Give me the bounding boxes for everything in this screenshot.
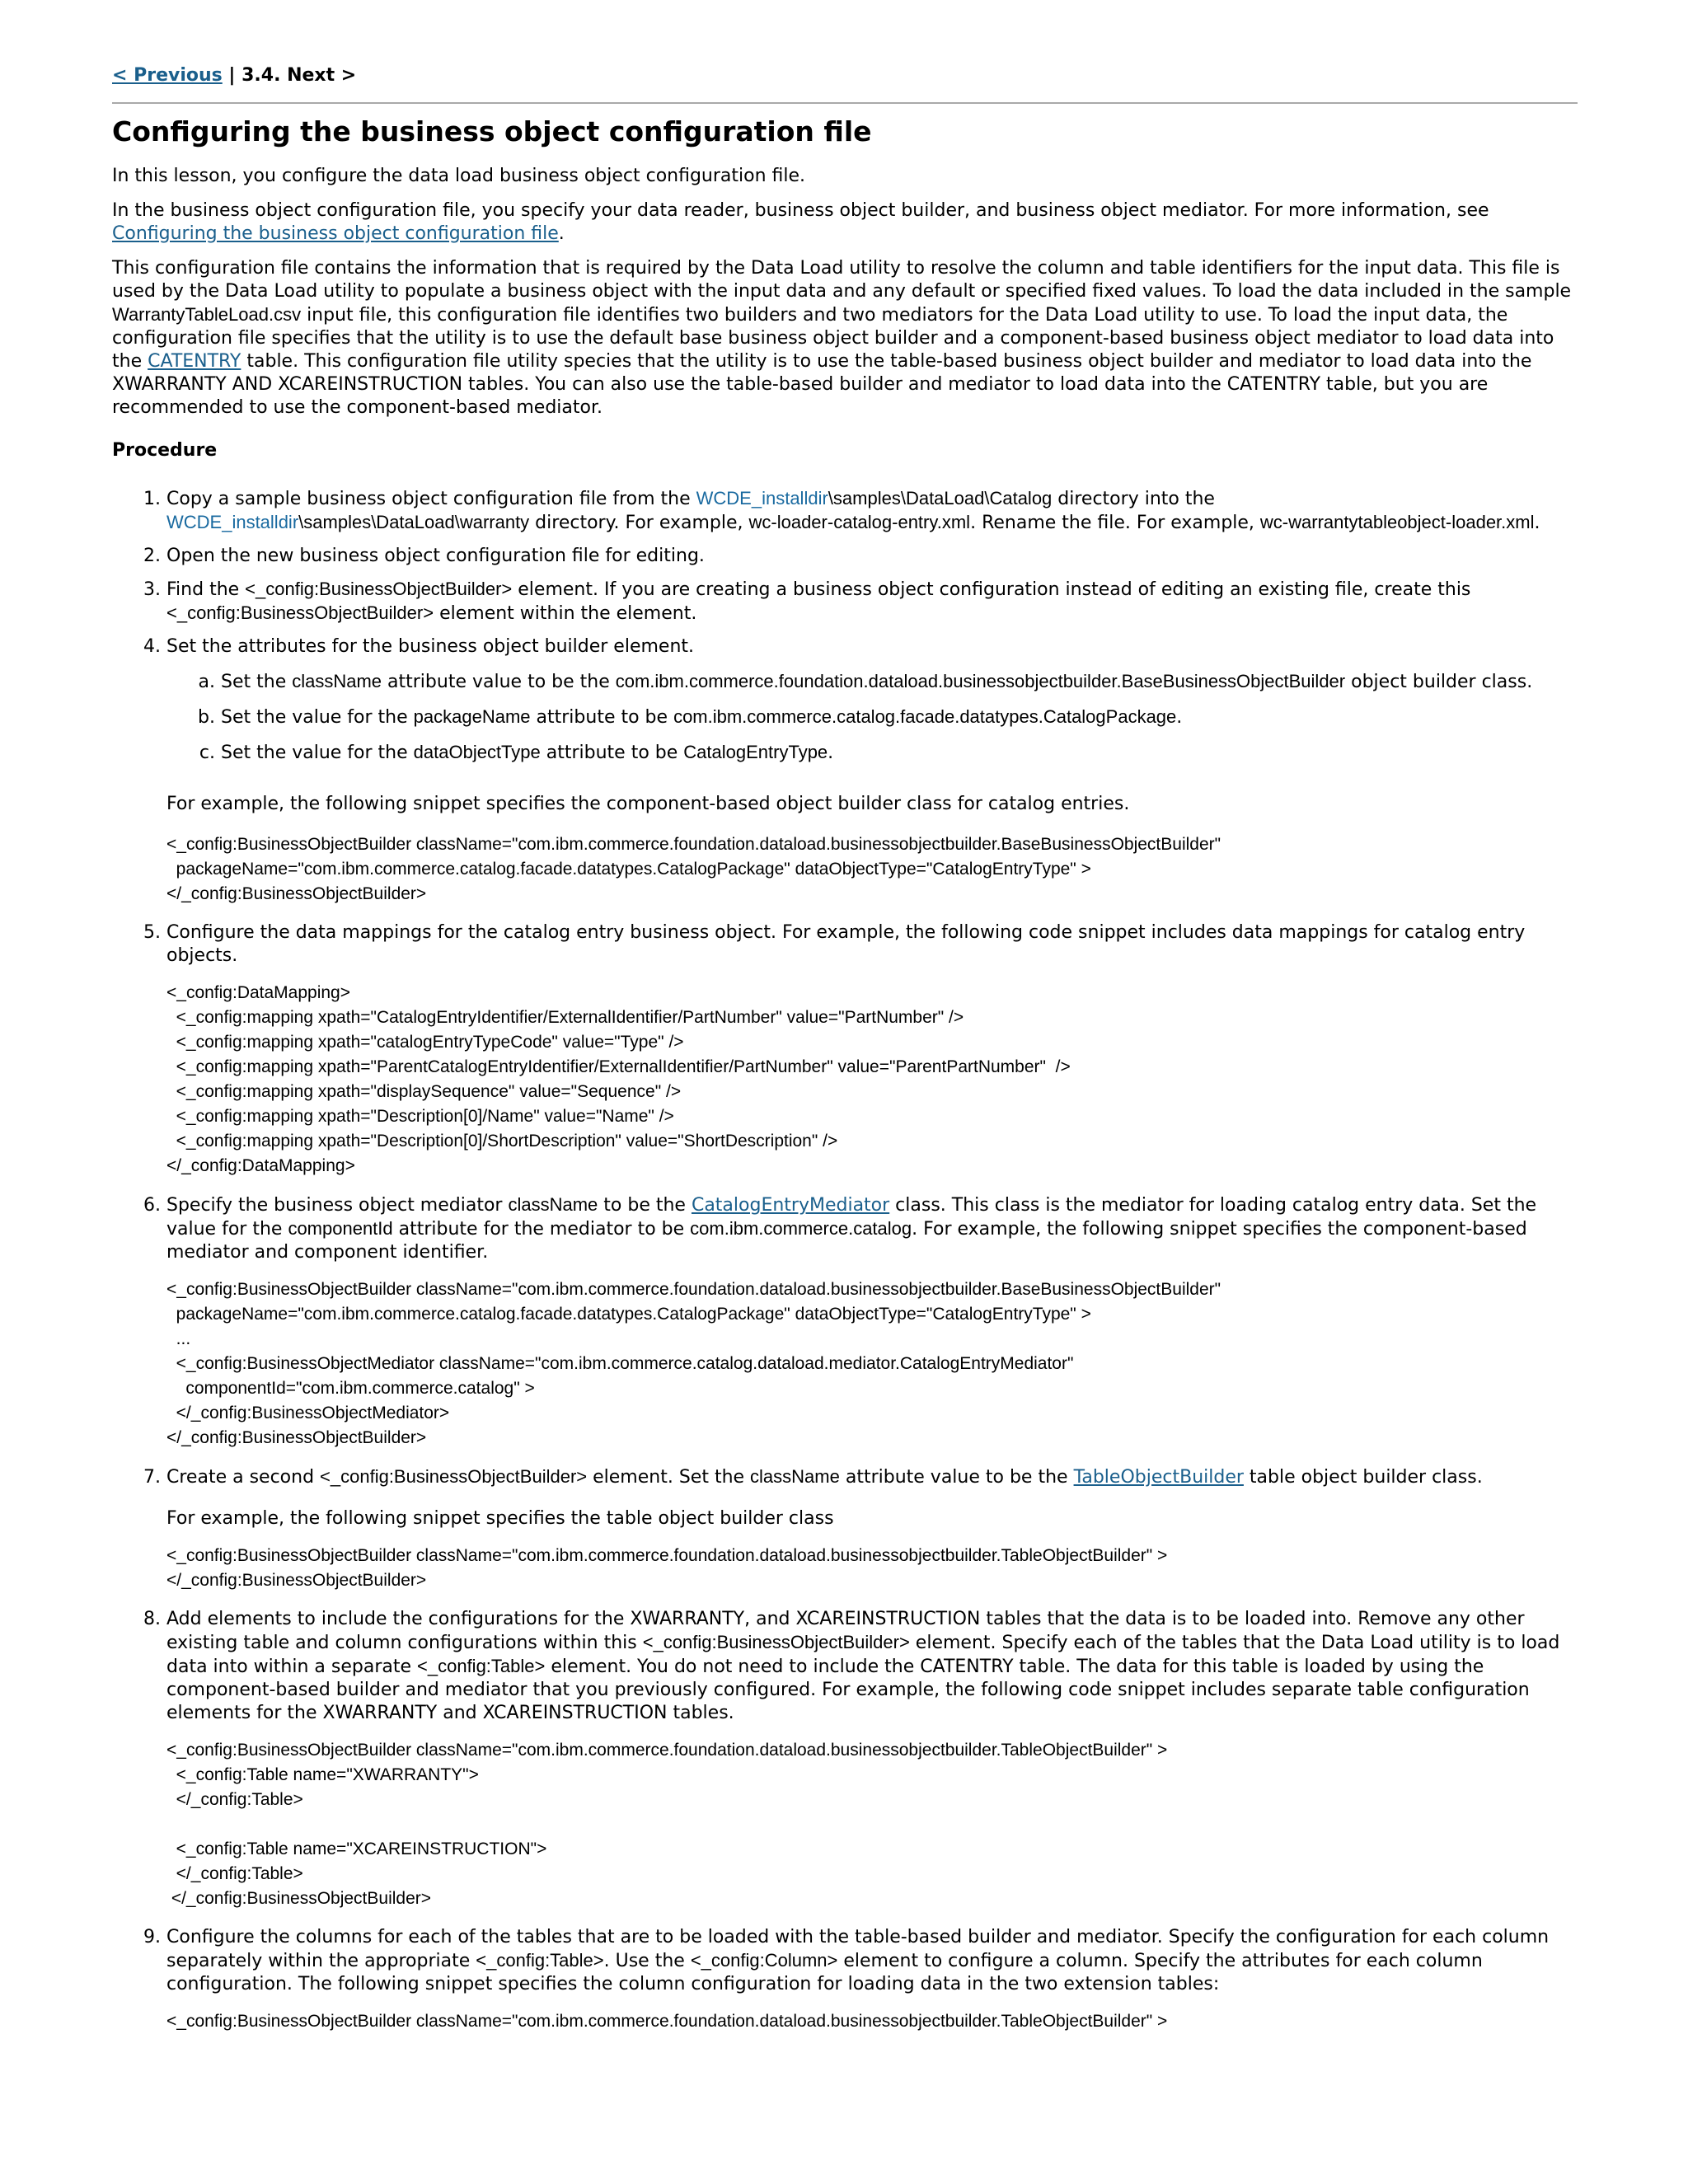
substep-text: attribute to be	[540, 743, 684, 763]
element-name: <_config:Column>	[690, 1950, 838, 1971]
attribute-value: com.ibm.commerce.catalog.facade.datatypes.CatalogPackage	[673, 706, 1177, 727]
step-6-text: Specify the business object mediator	[166, 1195, 509, 1216]
procedure-heading: Procedure	[112, 440, 218, 461]
code-snippet: <_config:BusinessObjectBuilder className="com.ibm.commerce.foundation.dataload.businessobjectbuilder.BaseBusinessObjectBuilder" packageName="com.ibm.commerce.catalog.facade.datatypes.CatalogPackage" dataObjectType="CatalogEntryType" > </_config:BusinessObjectBuilder>	[166, 835, 1221, 903]
attribute-name: className	[750, 1466, 840, 1487]
description-text-a: This configuration file contains the information that is required by the Data Load utility to resolve the column and table identifiers for the input data. This file is used by the Data Load utility to populate a business object with the input data and any default or specified fixed values. To load the data included in the sample	[112, 258, 1572, 302]
substep-text: attribute to be	[530, 707, 674, 728]
step-7-note: For example, the following snippet specifies the table object builder class	[166, 1508, 834, 1529]
element-name: <_config:BusinessObjectBuilder>	[166, 602, 434, 623]
attribute-value: com.ibm.commerce.foundation.dataload.businessobjectbuilder.BaseBusinessObjectBuilder	[615, 671, 1346, 691]
description-text-c: table. This configuration file utility species that the utility is to use the table-based business object builder and mediator to load data into the XWARRANTY AND XCAREINSTRUCTION tables. You can also use the table-based builder and mediator to load data into the CATENTRY table, but you are recommended to use the component-based mediator.	[112, 351, 1532, 418]
code-snippet: <_config:BusinessObjectBuilder className="com.ibm.commerce.foundation.dataload.businessobjectbuilder.BaseBusinessObjectBuilder" packageName="com.ibm.commerce.catalog.facade.datatypes.CatalogPackage" dataObjectType="CatalogEntryType" > ... <_config:BusinessObjectMediator className="com.ibm.commerce.catalog.dataload.mediator.CatalogEntryMediator" componentId="com.ibm.commerce.catalog" > </_config:BusinessObjectMediator> </_config:BusinessObjectBuilder>	[166, 1280, 1221, 1447]
code-snippet: <_config:BusinessObjectBuilder className="com.ibm.commerce.foundation.dataload.businessobjectbuilder.TableObjectBuilder" >	[166, 2012, 1168, 2031]
attribute-name: className	[292, 671, 382, 691]
step-7-text-b: element. Set the	[587, 1467, 751, 1488]
info-text: In the business object configuration file, you specify your data reader, business object builder, and business object mediator. For more information, see	[112, 200, 1489, 221]
step-3	[166, 578, 1579, 626]
step-9-text-c: element to configure a column. Specify the attributes for each column configuration. The following snippet specifies the column configuration for loading data in the two extension tables:	[166, 1951, 1483, 1994]
attribute-name: dataObjectType	[413, 742, 541, 762]
install-dir-var: WCDE_installdir	[696, 488, 828, 509]
top-navigation	[112, 64, 1579, 87]
step-7-text-c: attribute value to be the	[839, 1467, 1074, 1488]
config-file-link[interactable]: Configuring the business object configuration file	[112, 223, 559, 244]
code-snippet: <_config:DataMapping> <_config:mapping xpath="CatalogEntryIdentifier/ExternalIdentifier/PartNumber" value="PartNumber" /> <_config:mapping xpath="catalogEntryTypeCode" value="Type" /> <_config:mapping xpath="ParentCatalogEntryIdentifier/ExternalIdentifier/PartNumber" value="ParentPartNumber" /> <_config:mapping xpath="displaySequence" value="Sequence" /> <_config:mapping xpath="Description[0]/Name" value="Name" /> <_config:mapping xpath="Description[0]/ShortDescription" value="ShortDescription" /> </_config:DataMapping>	[166, 983, 1071, 1175]
substep-text: attribute value to be the	[382, 672, 616, 692]
info-end: .	[558, 223, 565, 244]
procedure-steps	[112, 487, 1579, 2034]
step-1-text-b: directory into the	[1052, 489, 1215, 509]
step-8	[166, 1608, 1579, 1911]
source-file-name: wc-loader-catalog-entry.xml	[748, 512, 971, 532]
step-5	[166, 921, 1579, 1179]
step-1-text: Copy a sample business object configuration file from the	[166, 489, 696, 509]
document-page	[112, 0, 1579, 2034]
substep-text: .	[1176, 707, 1183, 728]
element-name: <_config:BusinessObjectBuilder>	[642, 1632, 910, 1652]
intro-paragraph: In this lesson, you configure the data load business object configuration file.	[112, 166, 806, 186]
step-3-text-b: element. If you are creating a business object configuration instead of editing an existing file, create this	[512, 579, 1471, 600]
substep-text: .	[828, 743, 834, 763]
substep-text: object builder class.	[1345, 672, 1533, 692]
code-snippet: <_config:BusinessObjectBuilder className="com.ibm.commerce.foundation.dataload.businessobjectbuilder.TableObjectBuilder" > <_config:Table name="XWARRANTY"> </_config:Table> <_config:Table name="XCAREINSTRUCTION"> </_config:Table> </_config:BusinessObjectBuilder>	[166, 1741, 1168, 1908]
step-9	[166, 1926, 1579, 2034]
attribute-value: CatalogEntryType	[683, 742, 828, 762]
step-8-text-b: element. Specify each of the tables that the Data Load utility is to load data into within a separate	[166, 1633, 1560, 1677]
catentry-link[interactable]: CATENTRY	[148, 351, 241, 372]
substep-b	[221, 705, 1579, 729]
substep-c	[221, 741, 1579, 765]
substep-text: Set the	[221, 672, 293, 692]
attribute-name: packageName	[413, 706, 531, 727]
attribute-value: com.ibm.commerce.catalog	[690, 1218, 912, 1239]
step-2: 2. Open the new business object configuration file for editing.	[166, 545, 1579, 568]
substep-text: Set the value for the	[221, 743, 414, 763]
step-6	[166, 1193, 1579, 1451]
catalog-path: \samples\DataLoad\Catalog	[828, 488, 1053, 509]
install-dir-var: WCDE_installdir	[166, 512, 299, 532]
target-file-name: wc-warrantytableobject-loader.xml	[1259, 512, 1535, 532]
substep-a	[221, 670, 1579, 694]
catalog-entry-mediator-link[interactable]: CatalogEntryMediator	[691, 1195, 890, 1216]
attribute-name: className	[508, 1194, 598, 1215]
step-6-text-c: class. This class is the mediator for loading catalog entry data. Set the value for the	[166, 1195, 1537, 1240]
step-3-text-c: element within the element.	[434, 603, 697, 624]
element-name: <_config:Table>	[476, 1950, 604, 1971]
sample-file-name: WarrantyTableLoad.csv	[112, 304, 302, 325]
step-4	[166, 635, 1579, 907]
step-7-text-d: table object builder class.	[1243, 1467, 1483, 1488]
step-6-text-b: to be the	[598, 1195, 692, 1216]
element-name: <_config:BusinessObjectBuilder>	[320, 1466, 588, 1487]
step-9-text: Configure the columns for each of the tables that are to be loaded with the table-based builder and mediator. Specify the configuration for each column separately within the appropriate	[166, 1927, 1550, 1971]
description-text-b: input file, this configuration file identifies two builders and two mediators for the Data Load utility to use. To load the input data, the configuration file specifies that the utility is to use the default base business object builder and a component-based business object mediator to load data into the	[112, 305, 1554, 372]
step-1-text-d: . Rename the file. For example,	[970, 513, 1260, 533]
page-title: Configuring the business object configuration file	[112, 115, 872, 148]
element-name: <_config:BusinessObjectBuilder>	[245, 579, 513, 599]
warranty-path: \samples\DataLoad\warranty	[298, 512, 530, 532]
code-snippet: <_config:BusinessObjectBuilder className="com.ibm.commerce.foundation.dataload.businessobjectbuilder.TableObjectBuilder" > </_config:BusinessObjectBuilder>	[166, 1546, 1168, 1590]
step-1-text-c: directory. For example,	[529, 513, 749, 533]
step-8-text: Add elements to include the configurations for the XWARRANTY, and XCAREINSTRUCTION tables that the data is to be loaded into. Remove any other existing table and column configurations within this	[166, 1609, 1525, 1653]
substep-text: Set the value for the	[221, 707, 414, 728]
step-4-substeps	[166, 670, 1579, 765]
step-4-text: Set the attributes for the business object builder element.	[166, 636, 695, 657]
info-paragraph	[112, 199, 1579, 246]
divider	[112, 102, 1578, 104]
step-6-text-e: . For example, the following snippet specifies the component-based mediator and component identifier.	[166, 1219, 1527, 1263]
step-1	[166, 487, 1579, 535]
step-8-text-c: element. You do not need to include the CATENTRY table. The data for this table is loaded by using the component-based builder and mediator that you previously configured. For example, the following code snippet includes separate table configuration elements for the XWARRANTY and XCAREINSTRUCTION tables.	[166, 1657, 1530, 1723]
nav-separator: |	[222, 65, 242, 86]
step-5-text: Configure the data mappings for the catalog entry business object. For example, the following code snippet includes data mappings for catalog entry objects.	[166, 922, 1526, 966]
step-9-text-b: . Use the	[603, 1951, 691, 1971]
step-4-note: For example, the following snippet specifies the component-based object builder class for catalog entries.	[166, 794, 1130, 814]
next-link[interactable]: 3.4. Next >	[241, 65, 357, 86]
attribute-name: componentId	[288, 1218, 393, 1239]
step-7-text: Create a second	[166, 1467, 321, 1488]
step-1-text-e: .	[1534, 513, 1540, 533]
previous-link[interactable]: < Previous	[112, 65, 223, 86]
step-3-text: Find the	[166, 579, 246, 600]
description-paragraph	[112, 257, 1579, 419]
table-object-builder-link[interactable]: TableObjectBuilder	[1073, 1467, 1244, 1488]
step-6-text-d: attribute for the mediator to be	[392, 1219, 691, 1240]
element-name: <_config:Table>	[417, 1656, 546, 1676]
step-7	[166, 1465, 1579, 1593]
